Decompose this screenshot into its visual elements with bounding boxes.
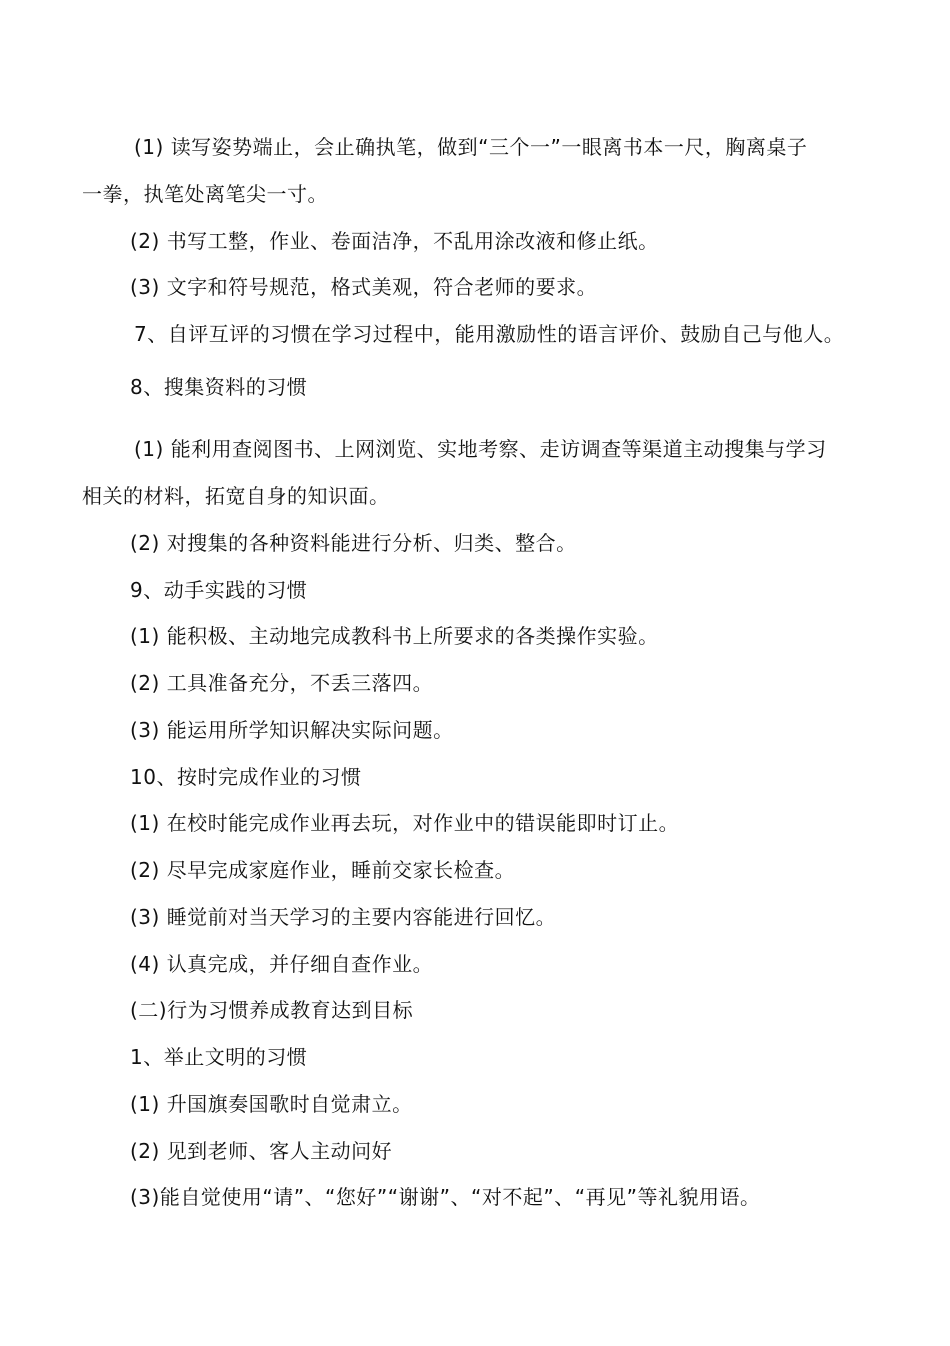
- text-line: (3) 能运用所学知识解决实际问题。: [130, 718, 454, 742]
- text-line: (1) 读写姿势端止，会止确执笔，做到“三个一”一眼离书本一尺，胸离桌子: [134, 135, 808, 159]
- section-heading: 8、搜集资料的习惯: [130, 375, 308, 399]
- text-line: 相关的材料，拓宽自身的知识面。: [82, 484, 390, 508]
- text-line: (2) 尽早完成家庭作业，睡前交家长检查。: [130, 858, 516, 882]
- text-line: (2) 工具准备充分，不丢三落四。: [130, 671, 434, 695]
- text-line: (3)能自觉使用“请”、“您好”“谢谢”、“对不起”、“再见”等礼貌用语。: [130, 1185, 761, 1209]
- text-line: 7、自评互评的习惯在学习过程中，能用激励性的语言评价、鼓励自己与他人。: [134, 322, 845, 346]
- text-line: (1) 能积极、主动地完成教科书上所要求的各类操作实验。: [130, 624, 659, 648]
- text-line: (4) 认真完成，并仔细自查作业。: [130, 952, 434, 976]
- text-line: 一拳，执笔处离笔尖一寸。: [82, 182, 328, 206]
- text-line: (1) 升国旗奏国歌时自觉肃立。: [130, 1092, 413, 1116]
- section-heading: 10、按时完成作业的习惯: [130, 765, 362, 789]
- text-line: (3) 睡觉前对当天学习的主要内容能进行回忆。: [130, 905, 557, 929]
- text-line: (1) 在校时能完成作业再去玩，对作业中的错误能即时订止。: [130, 811, 680, 835]
- text-line: (2) 对搜集的各种资料能进行分析、归类、整合。: [130, 531, 577, 555]
- text-line: (3) 文字和符号规范，格式美观，符合老师的要求。: [130, 275, 598, 299]
- section-heading: 1、举止文明的习惯: [130, 1045, 308, 1069]
- text-line: (2) 见到老师、客人主动问好: [130, 1139, 393, 1163]
- section-heading: (二)行为习惯养成教育达到目标: [130, 998, 414, 1022]
- text-line: (1) 能利用查阅图书、上网浏览、实地考察、走访调查等渠道主动搜集与学习: [134, 437, 827, 461]
- text-line: (2) 书写工整，作业、卷面洁净，不乱用涂改液和修止纸。: [130, 229, 659, 253]
- section-heading: 9、动手实践的习惯: [130, 578, 308, 602]
